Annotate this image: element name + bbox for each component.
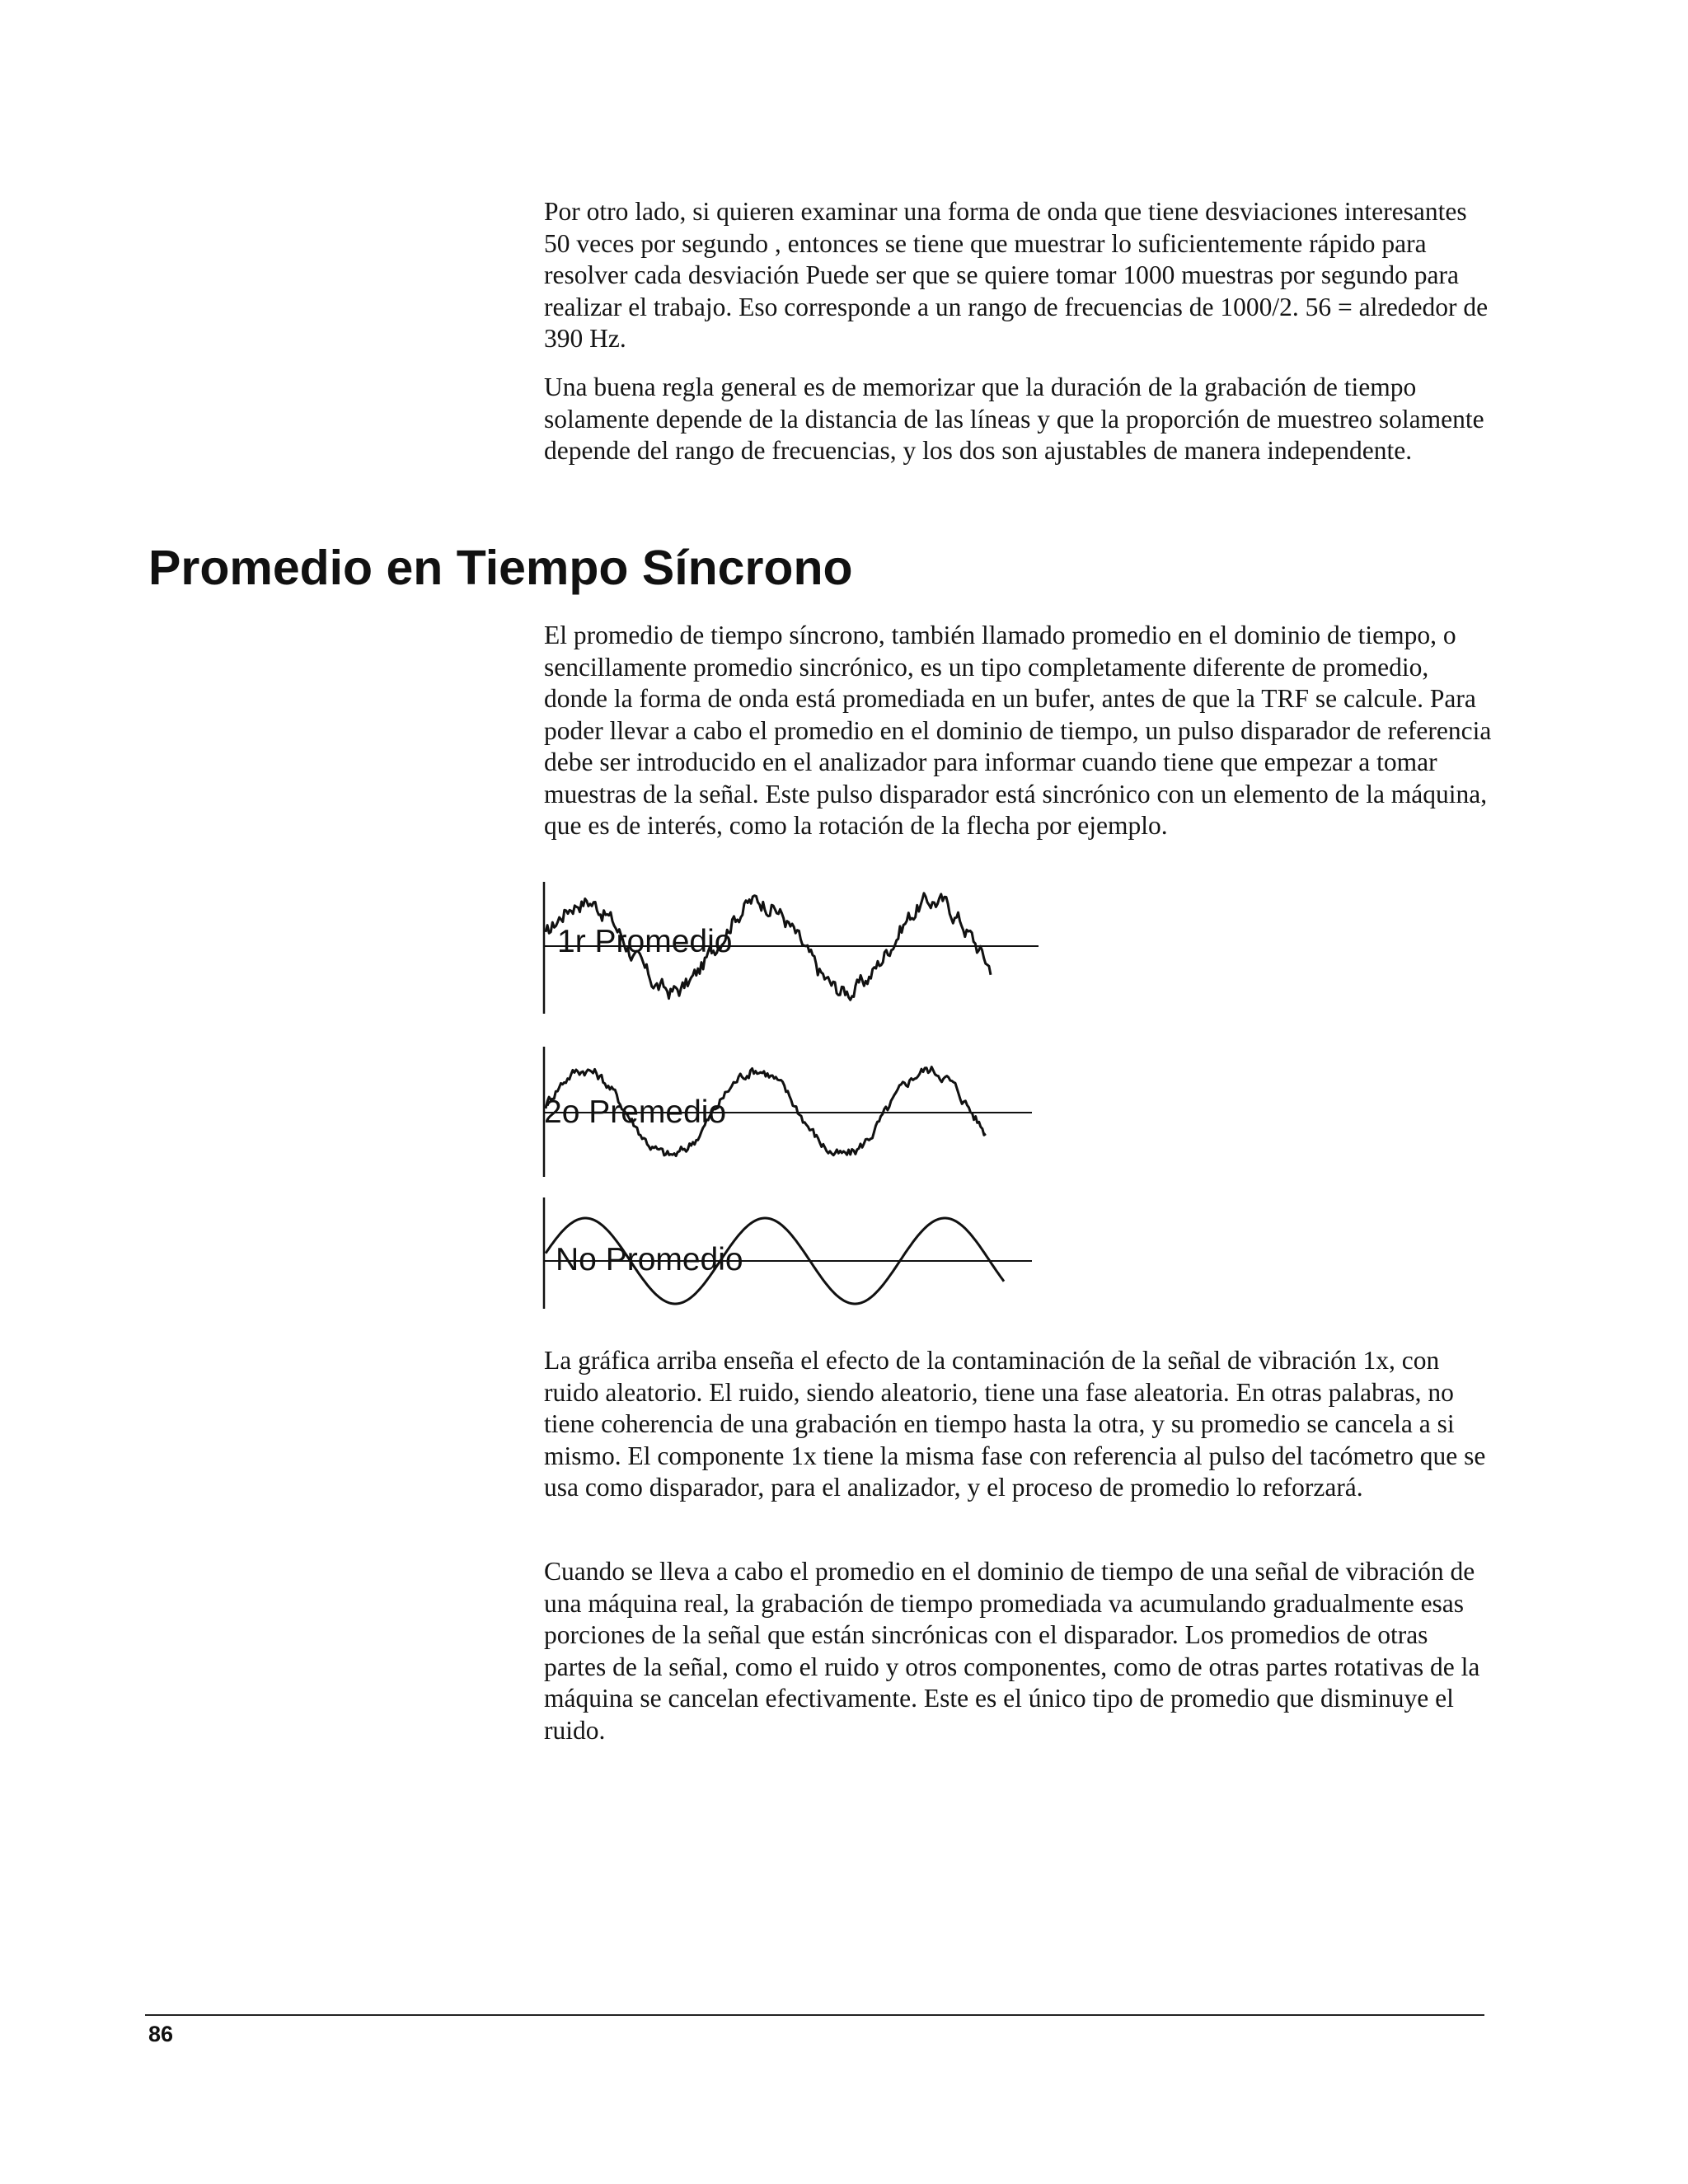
label-first-average: 1r Promedio (557, 924, 733, 959)
noise-effect-paragraph: La gráfica arriba enseña el efecto de la contaminación de la señal de vibración 1x, con ruido aleatorio. El ruido, siendo aleatorio, tiene una fase aleatoria. En otras palabras, no tiene coherencia de una grabación en tiempo hasta la otra, y su promedio se cancela a si mismo. El componente 1x tiene la misma fase con referencia al pulso del tacómetro que se usa como disparador, para el analizador, y el proceso de promedio lo reforzará. (544, 1346, 1486, 1502)
noise-reduction-paragraph: Cuando se lleva a cabo el promedio en el dominio de tiempo de una señal de vibración de una máquina real, la grabación de tiempo promediada va acumulando gradualmente esas porciones de la señal que están sincrónicas con el disparador. Los promedios de otras partes de la señal, como el ruido y otros componentes, como de otras partes rotativas de la máquina se cancelan efectivamente. Este es el único tipo de promedio que disminuye el ruido. (544, 1557, 1480, 1745)
page-number: 86 (148, 2022, 174, 2046)
label-second-average: 2o Premedio (544, 1094, 727, 1130)
intro-paragraph-sampling: Por otro lado, si quieren examinar una forma de onda que tiene desviaciones interesantes 50 veces por segundo , entonces se tiene que muestrar lo suficientemente rápido para resolver cada desviación Puede ser que se quiere tomar 1000 muestras por segundo para realizar el trabajo. Eso corresponde a un rango de frecuencias de 1000/2. 56 = alrededor de 390 Hz. (544, 197, 1489, 353)
synchronous-averaging-paragraph: El promedio de tiempo síncrono, también llamado promedio en el dominio de tiempo, o sencillamente promedio sincrónico, es un tipo completamente diferente de promedio, donde la forma de onda está promediada en un bufer, antes de que la TRF se calcule. Para poder llevar a cabo el promedio en el dominio de tiempo, un pulso disparador de referencia debe ser introducido en el analizador para informar cuando tiene que empezar a tomar muestras de la señal. Este pulso disparador está sincrónico con un elemento de la máquina, que es de interés, como la rotación de la flecha por ejemplo. (544, 621, 1492, 840)
section-title: Promedio en Tiempo Síncrono (148, 541, 853, 595)
footer-rule (145, 2014, 1484, 2016)
label-no-average: No Promedio (556, 1242, 743, 1277)
rule-of-thumb-paragraph: Una buena regla general es de memorizar que la duración de la grabación de tiempo solamente depende de la distancia de las líneas y que la proporción de muestreo solamente depende del rango de frecuencias, y los dos son ajustables de manera independente. (544, 373, 1484, 465)
